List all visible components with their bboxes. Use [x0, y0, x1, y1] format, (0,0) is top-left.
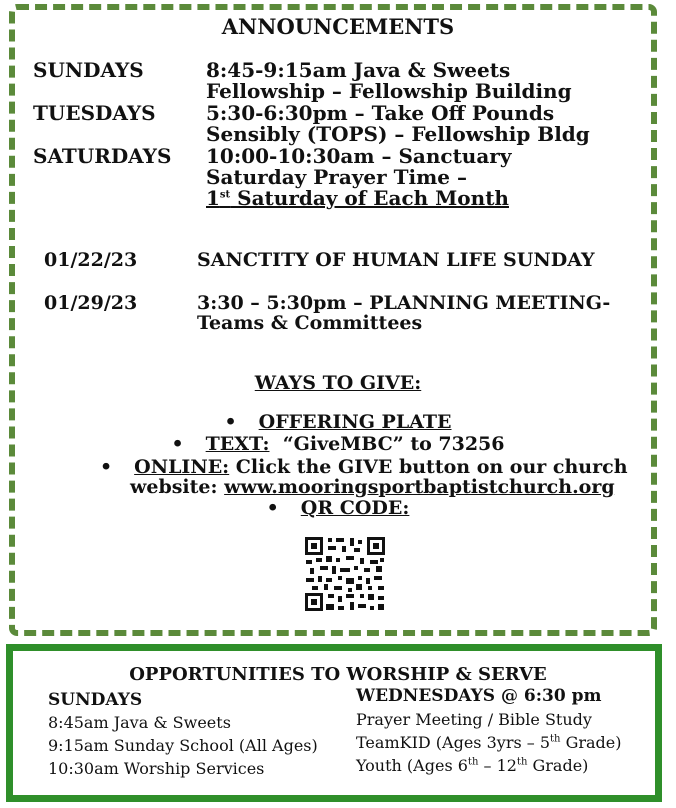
- schedule-day-tuesdays: TUESDAYS: [33, 101, 156, 125]
- sunday-item: 10:30am Worship Services: [48, 759, 265, 778]
- sundays-heading: SUNDAYS: [48, 690, 143, 710]
- announcements-title: ANNOUNCEMENTS: [221, 14, 455, 39]
- wednesday-item: Youth (Ages 6th – 12th Grade): [356, 756, 589, 775]
- give-offering-plate: • OFFERING PLATE: [224, 411, 452, 433]
- schedule-line: Fellowship – Fellowship Building: [206, 79, 572, 103]
- schedule-day-sundays: SUNDAYS: [33, 58, 144, 82]
- event-description: 3:30 – 5:30pm – PLANNING MEETING- Teams & Committees: [197, 292, 611, 334]
- wednesday-item: TeamKID (Ages 3yrs – 5th Grade): [356, 733, 622, 752]
- schedule-line: 5:30-6:30pm – Take Off Pounds: [206, 101, 555, 125]
- schedule-line: 8:45-9:15am Java & Sweets: [206, 58, 511, 82]
- wednesday-item: Prayer Meeting / Bible Study: [356, 710, 592, 729]
- schedule-line: Sensibly (TOPS) – Fellowship Bldg: [206, 122, 590, 146]
- qr-code-image: [304, 536, 386, 612]
- opportunities-title: OPPORTUNITIES TO WORSHIP & SERVE: [129, 664, 547, 685]
- church-website-link[interactable]: www.mooringsportbaptistchurch.org: [224, 476, 615, 498]
- schedule-detail-tuesdays: [206, 103, 646, 145]
- give-qr-code: • QR CODE:: [266, 497, 410, 519]
- give-text: • TEXT: “GiveMBC” to 73256: [171, 433, 505, 455]
- event-description: SANCTITY OF HUMAN LIFE SUNDAY: [197, 249, 595, 271]
- ways-to-give-heading: WAYS TO GIVE:: [254, 372, 422, 394]
- event-date: 01/22/23: [44, 249, 138, 271]
- sunday-item: 9:15am Sunday School (All Ages): [48, 736, 318, 755]
- give-online: • ONLINE: Click the GIVE button on our church: [100, 456, 628, 478]
- schedule-detail-sundays: [206, 60, 646, 102]
- sunday-item: 8:45am Java & Sweets: [48, 713, 231, 732]
- schedule-line: Saturday Prayer Time –: [206, 165, 467, 189]
- give-online-url-line: website: www.mooringsportbaptistchurch.org: [130, 476, 615, 498]
- schedule-line: 10:00-10:30am – Sanctuary: [206, 144, 512, 168]
- event-date: 01/29/23: [44, 292, 138, 314]
- schedule-line-underlined: 1st Saturday of Each Month: [206, 186, 509, 210]
- schedule-detail-saturdays: [206, 146, 646, 209]
- schedule-day-saturdays: SATURDAYS: [33, 144, 172, 168]
- wednesdays-heading: WEDNESDAYS @ 6:30 pm: [356, 686, 602, 706]
